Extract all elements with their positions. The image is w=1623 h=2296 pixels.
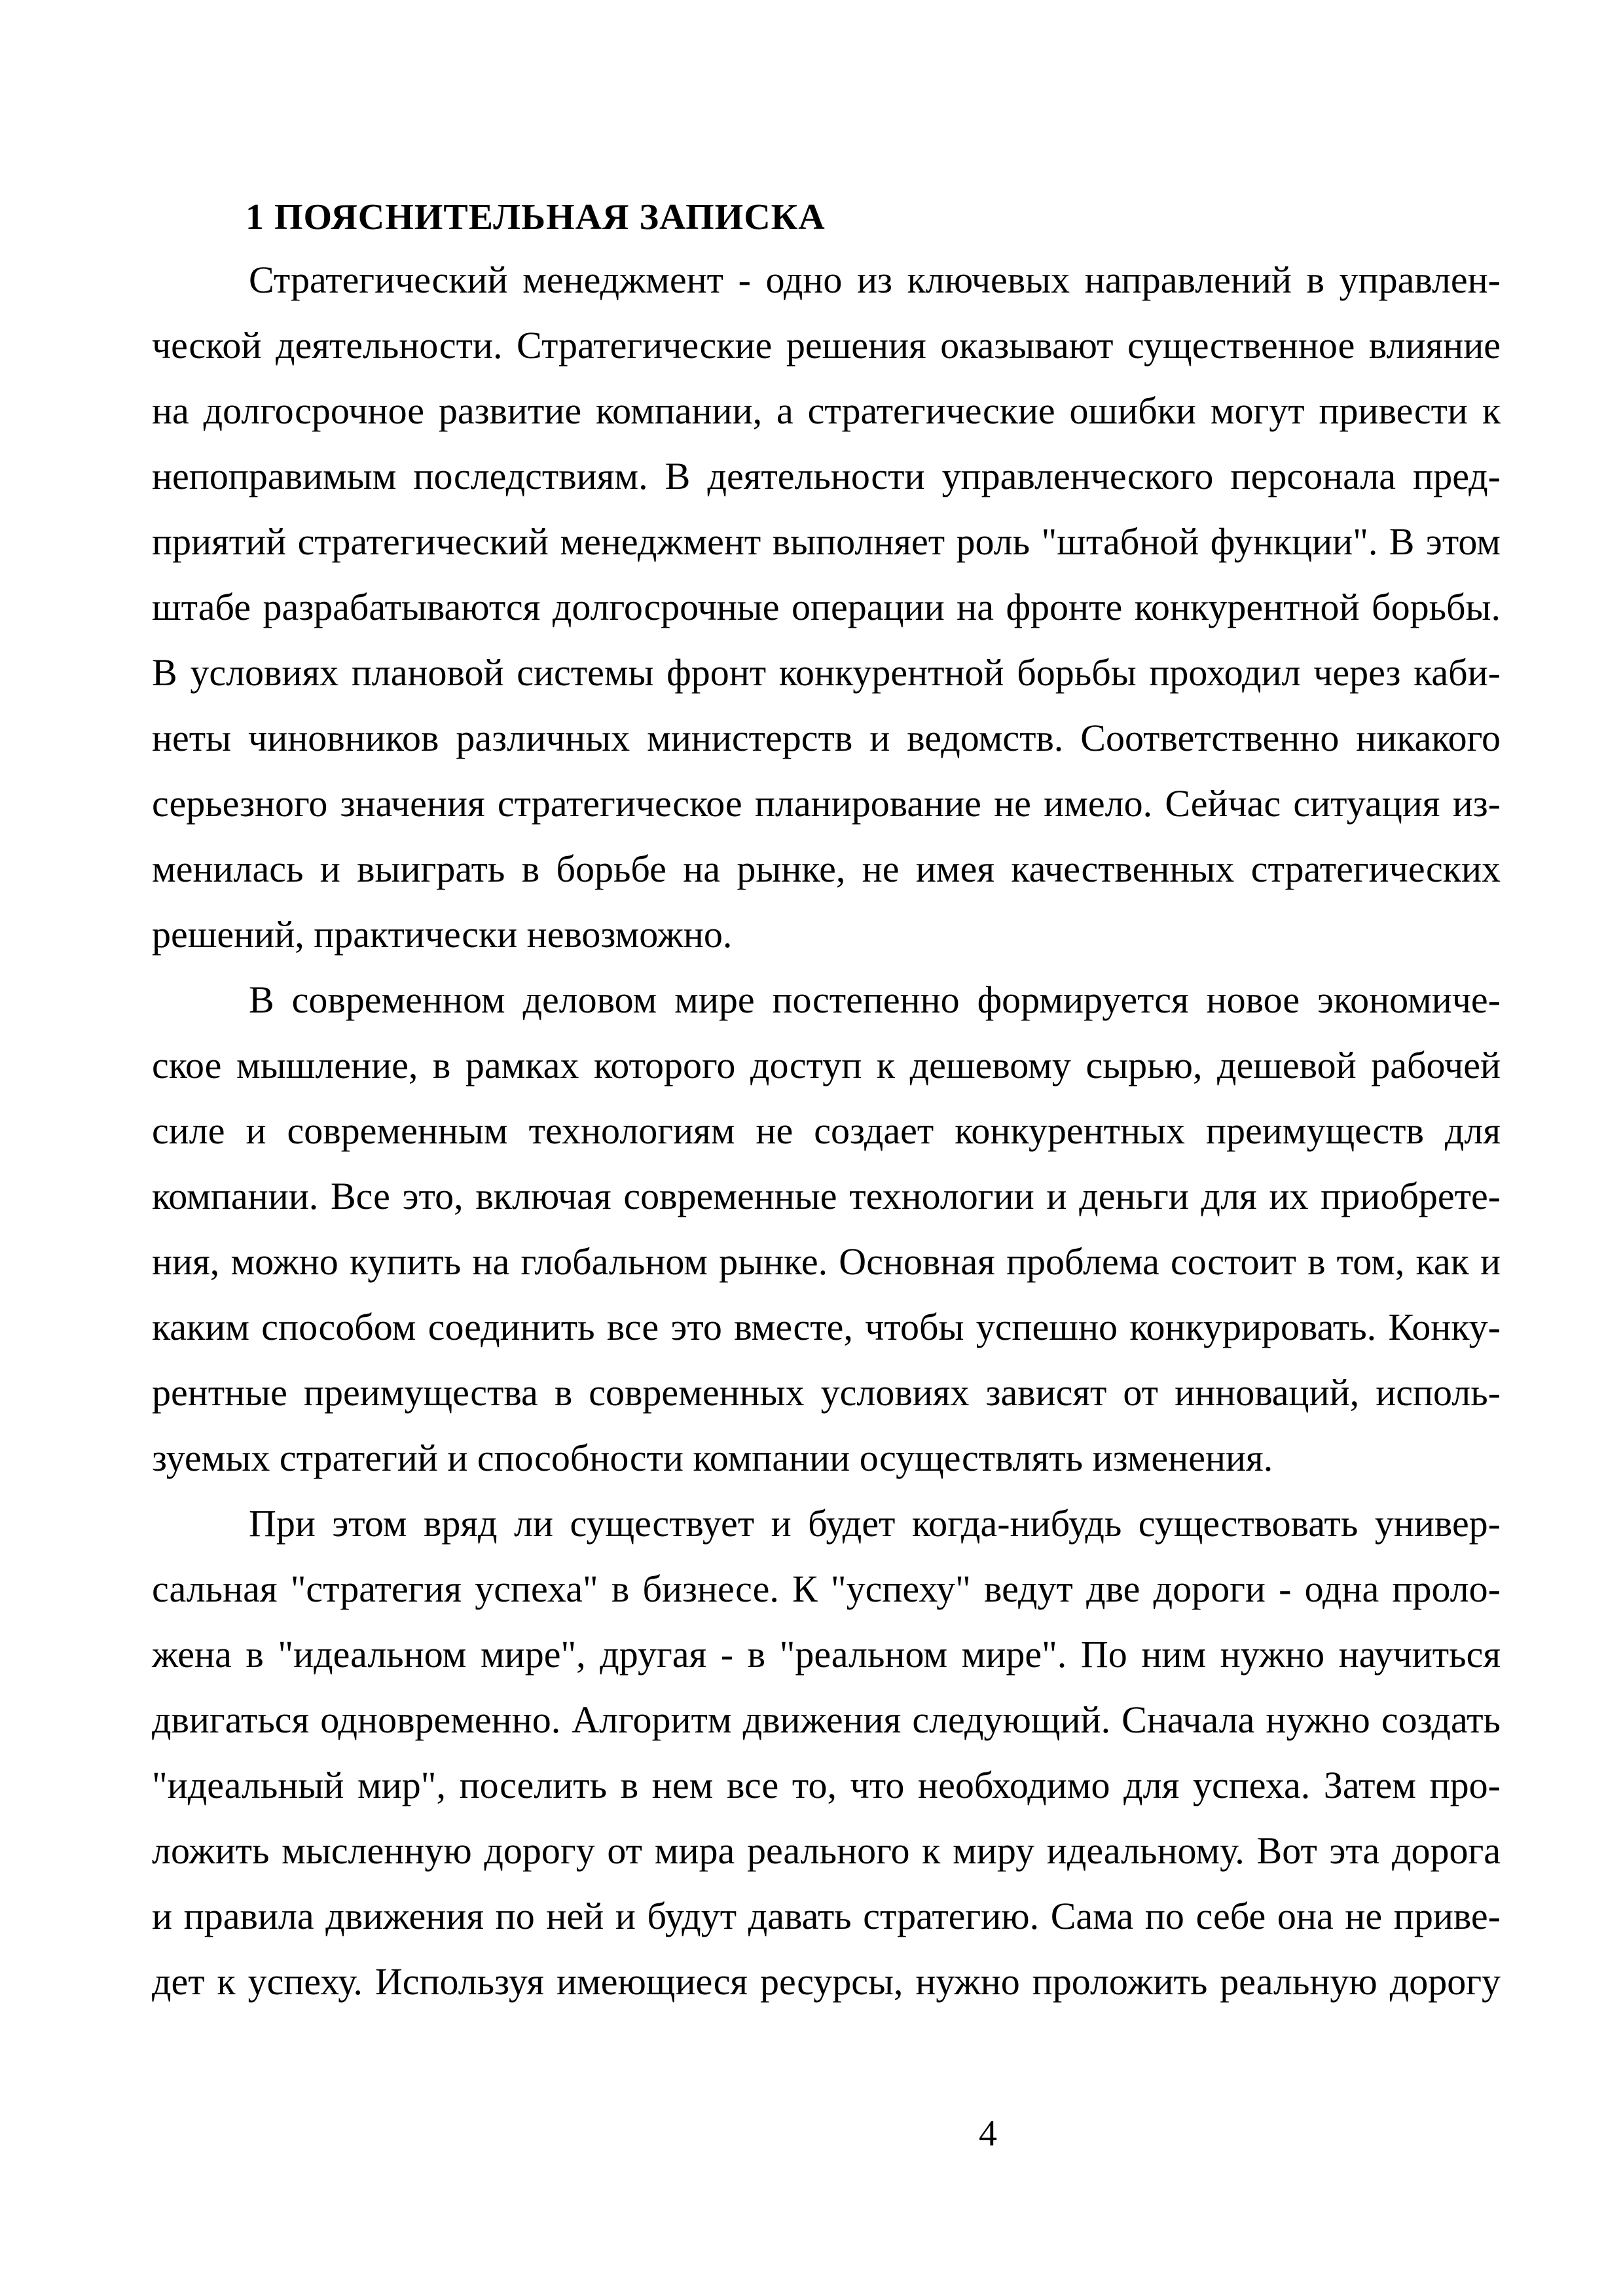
text-line: жена в "идеальном мире", другая - в "реальном мире". По ним нужно научиться (152, 1633, 1501, 1676)
text-line: непоправимым последствиям. В деятельности управленческого персонала пред- (152, 455, 1501, 497)
text-line: В современном деловом мире постепенно формируется новое экономиче- (249, 978, 1501, 1021)
text-line: каким способом соединить все это вместе, чтобы успешно конкурировать. Конку- (152, 1306, 1501, 1348)
text-line: силе и современным технологиям не создает конкурентных преимуществ для (152, 1109, 1501, 1152)
text-line: Стратегический менеджмент - одно из ключевых направлений в управлен- (249, 259, 1501, 301)
text-line: При этом вряд ли существует и будет когда-нибудь существовать универ- (249, 1502, 1501, 1545)
text-line: двигаться одновременно. Алгоритм движения следующий. Сначала нужно создать (152, 1698, 1501, 1741)
text-line: сальная "стратегия успеха" в бизнесе. К "успеху" ведут две дороги - одна проло- (152, 1568, 1501, 1610)
text-line: ское мышление, в рамках которого доступ к дешевому сырью, дешевой рабочей (152, 1044, 1501, 1086)
section-heading: 1 ПОЯСНИТЕЛЬНАЯ ЗАПИСКА (246, 197, 826, 238)
text-line: решений, практически невозможно. (152, 913, 733, 956)
text-line: ложить мысленную дорогу от мира реального к миру идеальному. Вот эта дорога (152, 1829, 1501, 1872)
text-line: менилась и выиграть в борьбе на рынке, не имея качественных стратегических (152, 848, 1501, 890)
paragraph-3 (152, 1491, 1501, 2015)
page-number: 4 (979, 2113, 997, 2154)
text-line: ческой деятельности. Стратегические решения оказывают существенное влияние (152, 324, 1501, 367)
text-line: рентные преимущества в современных условиях зависят от инноваций, исполь- (152, 1371, 1501, 1414)
text-line: серьезного значения стратегическое планирование не имело. Сейчас ситуация из- (152, 782, 1501, 825)
text-line: В условиях плановой системы фронт конкурентной борьбы проходил через каби- (152, 651, 1501, 694)
text-line: компании. Все это, включая современные технологии и деньги для их приобрете- (152, 1175, 1501, 1217)
text-line: зуемых стратегий и способности компании осуществлять изменения. (152, 1437, 1273, 1479)
paragraph-2 (152, 967, 1501, 1491)
text-line: штабе разрабатываются долгосрочные операции на фронте конкурентной борьбы. (152, 586, 1501, 628)
text-line: приятий стратегический менеджмент выполняет роль "штабной функции". В этом (152, 520, 1501, 563)
text-line: ния, можно купить на глобальном рынке. Основная проблема состоит в том, как и (152, 1240, 1501, 1283)
text-line: на долгосрочное развитие компании, а стратегические ошибки могут привести к (152, 389, 1501, 432)
text-line: "идеальный мир", поселить в нем все то, что необходимо для успеха. Затем про- (152, 1764, 1501, 1806)
text-line: дет к успеху. Используя имеющиеся ресурсы, нужно проложить реальную дорогу (152, 1960, 1501, 2003)
text-line: и правила движения по ней и будут давать стратегию. Сама по себе она не приве- (152, 1895, 1501, 1937)
paragraph-1 (152, 247, 1501, 967)
text-line: неты чиновников различных министерств и ведомств. Соответственно никакого (152, 717, 1501, 759)
